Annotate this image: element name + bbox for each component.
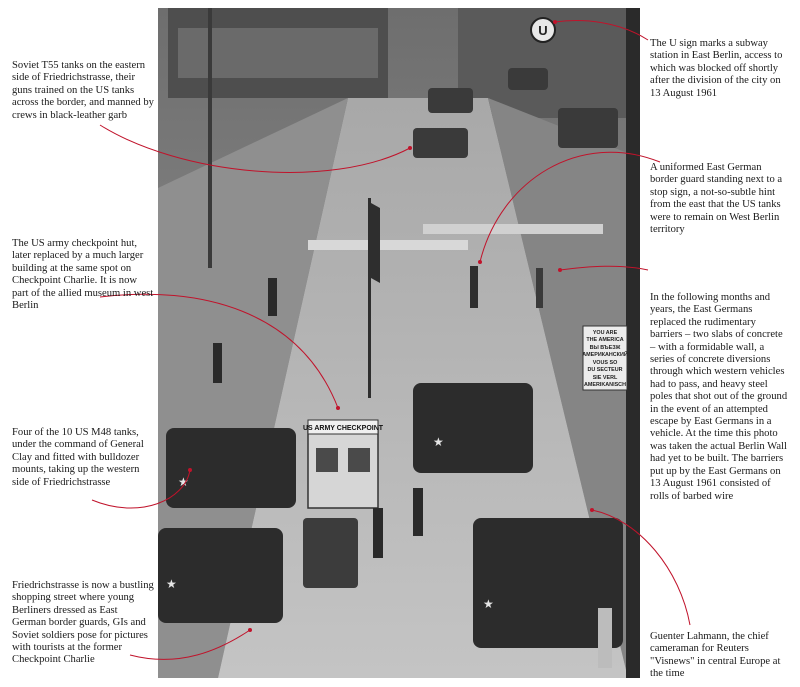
notice-line: AMERIKANISCH	[584, 382, 626, 388]
caption-us-hut: The US army checkpoint hut, later replaced by a much larger building at the same spot on Checkpoint Charlie. It is now part of the allied museum in west Berlin	[12, 238, 154, 312]
notice-line: ВЫ ВЪЕЗЖ	[589, 345, 621, 351]
concrete-barrier-left	[308, 240, 468, 250]
soldier-figure	[268, 278, 277, 316]
star-icon: ★	[166, 577, 177, 591]
us-tank	[158, 528, 283, 623]
caption-shopping-street: Friedrichstrasse is now a bustling shopping street where young Berliners dressed as East German border guards, GIs and Soviet soldiers pose for pictures with tourists at the former Checkpoint Charlie	[12, 580, 154, 666]
caption-barriers: In the following months and years, the East Germans replaced the rudimentary barriers – two slabs of concrete – with a formidable wall, a series of concrete diversions through which western vehicles had to pass, and heavy steel poles that shot out of the ground in the event of an attempted escape by East Germans in a vehicle. At the time this photo was taken the actual Berlin Wall had yet to be built. The barriers put up by the East Germans on 13 August 1961 consisted of rolls of barbed wire	[650, 292, 788, 502]
checkpoint-charlie-photo	[158, 8, 640, 678]
notice-line: YOU ARE	[592, 330, 618, 336]
hut-window	[316, 448, 338, 472]
army-jeep	[303, 518, 358, 588]
notice-line: SIE VERL	[592, 375, 618, 381]
soviet-tank	[508, 68, 548, 90]
soldier-figure	[413, 488, 423, 536]
caption-u-sign: The U sign marks a subway station in East Berlin, access to which was blocked off shortly after the division of the city on 13 August 1961	[650, 38, 783, 99]
flagpole	[368, 198, 371, 398]
caption-guard: A uniformed East German border guard standing next to a stop sign, a not-so-subtle hint from the east that the US tanks were to remain on West Berlin territory	[650, 162, 783, 236]
east-german-guard	[470, 266, 478, 308]
lamp-pole	[208, 8, 212, 268]
star-icon: ★	[483, 597, 494, 611]
stop-sign-post	[536, 268, 543, 308]
concrete-barrier-right	[423, 224, 603, 234]
photo-illustration	[158, 8, 640, 678]
soviet-tank	[428, 88, 473, 113]
caption-cameraman: Guenter Lahmann, the chief cameraman for Reuters "Visnews" in central Europe at the time	[650, 631, 781, 680]
notice-line: DU SECTEUR	[587, 367, 623, 373]
us-flag-icon	[371, 203, 380, 283]
hut-window	[348, 448, 370, 472]
notice-line: АМЕРИКАНСКИЙ	[582, 352, 628, 358]
us-tank	[413, 383, 533, 473]
soldier-figure	[213, 343, 222, 383]
notice-line: VOUS SO	[592, 360, 618, 366]
caption-us-tanks: Four of the 10 US M48 tanks, under the command of General Clay and fitted with bulldozer mounts, taking up the western side of Friedrichstrasse	[12, 427, 144, 488]
soviet-tank	[413, 128, 468, 158]
checkpoint-sign-text: US ARMY CHECKPOINT	[302, 425, 384, 432]
u-sign-letter: U	[538, 23, 548, 38]
caption-soviet-tanks: Soviet T55 tanks on the eastern side of Friedrichstrasse, their guns trained on the US tanks across the border, and manned by crews in black-leather garb	[12, 60, 154, 121]
photo-edge-shadow	[626, 8, 640, 678]
cameraman-figure	[598, 608, 612, 668]
star-icon: ★	[433, 435, 444, 449]
star-icon: ★	[178, 475, 189, 489]
soviet-tank	[558, 108, 618, 148]
us-tank	[166, 428, 296, 508]
notice-line: THE AMERICA	[586, 337, 624, 343]
soldier-figure	[373, 508, 383, 558]
